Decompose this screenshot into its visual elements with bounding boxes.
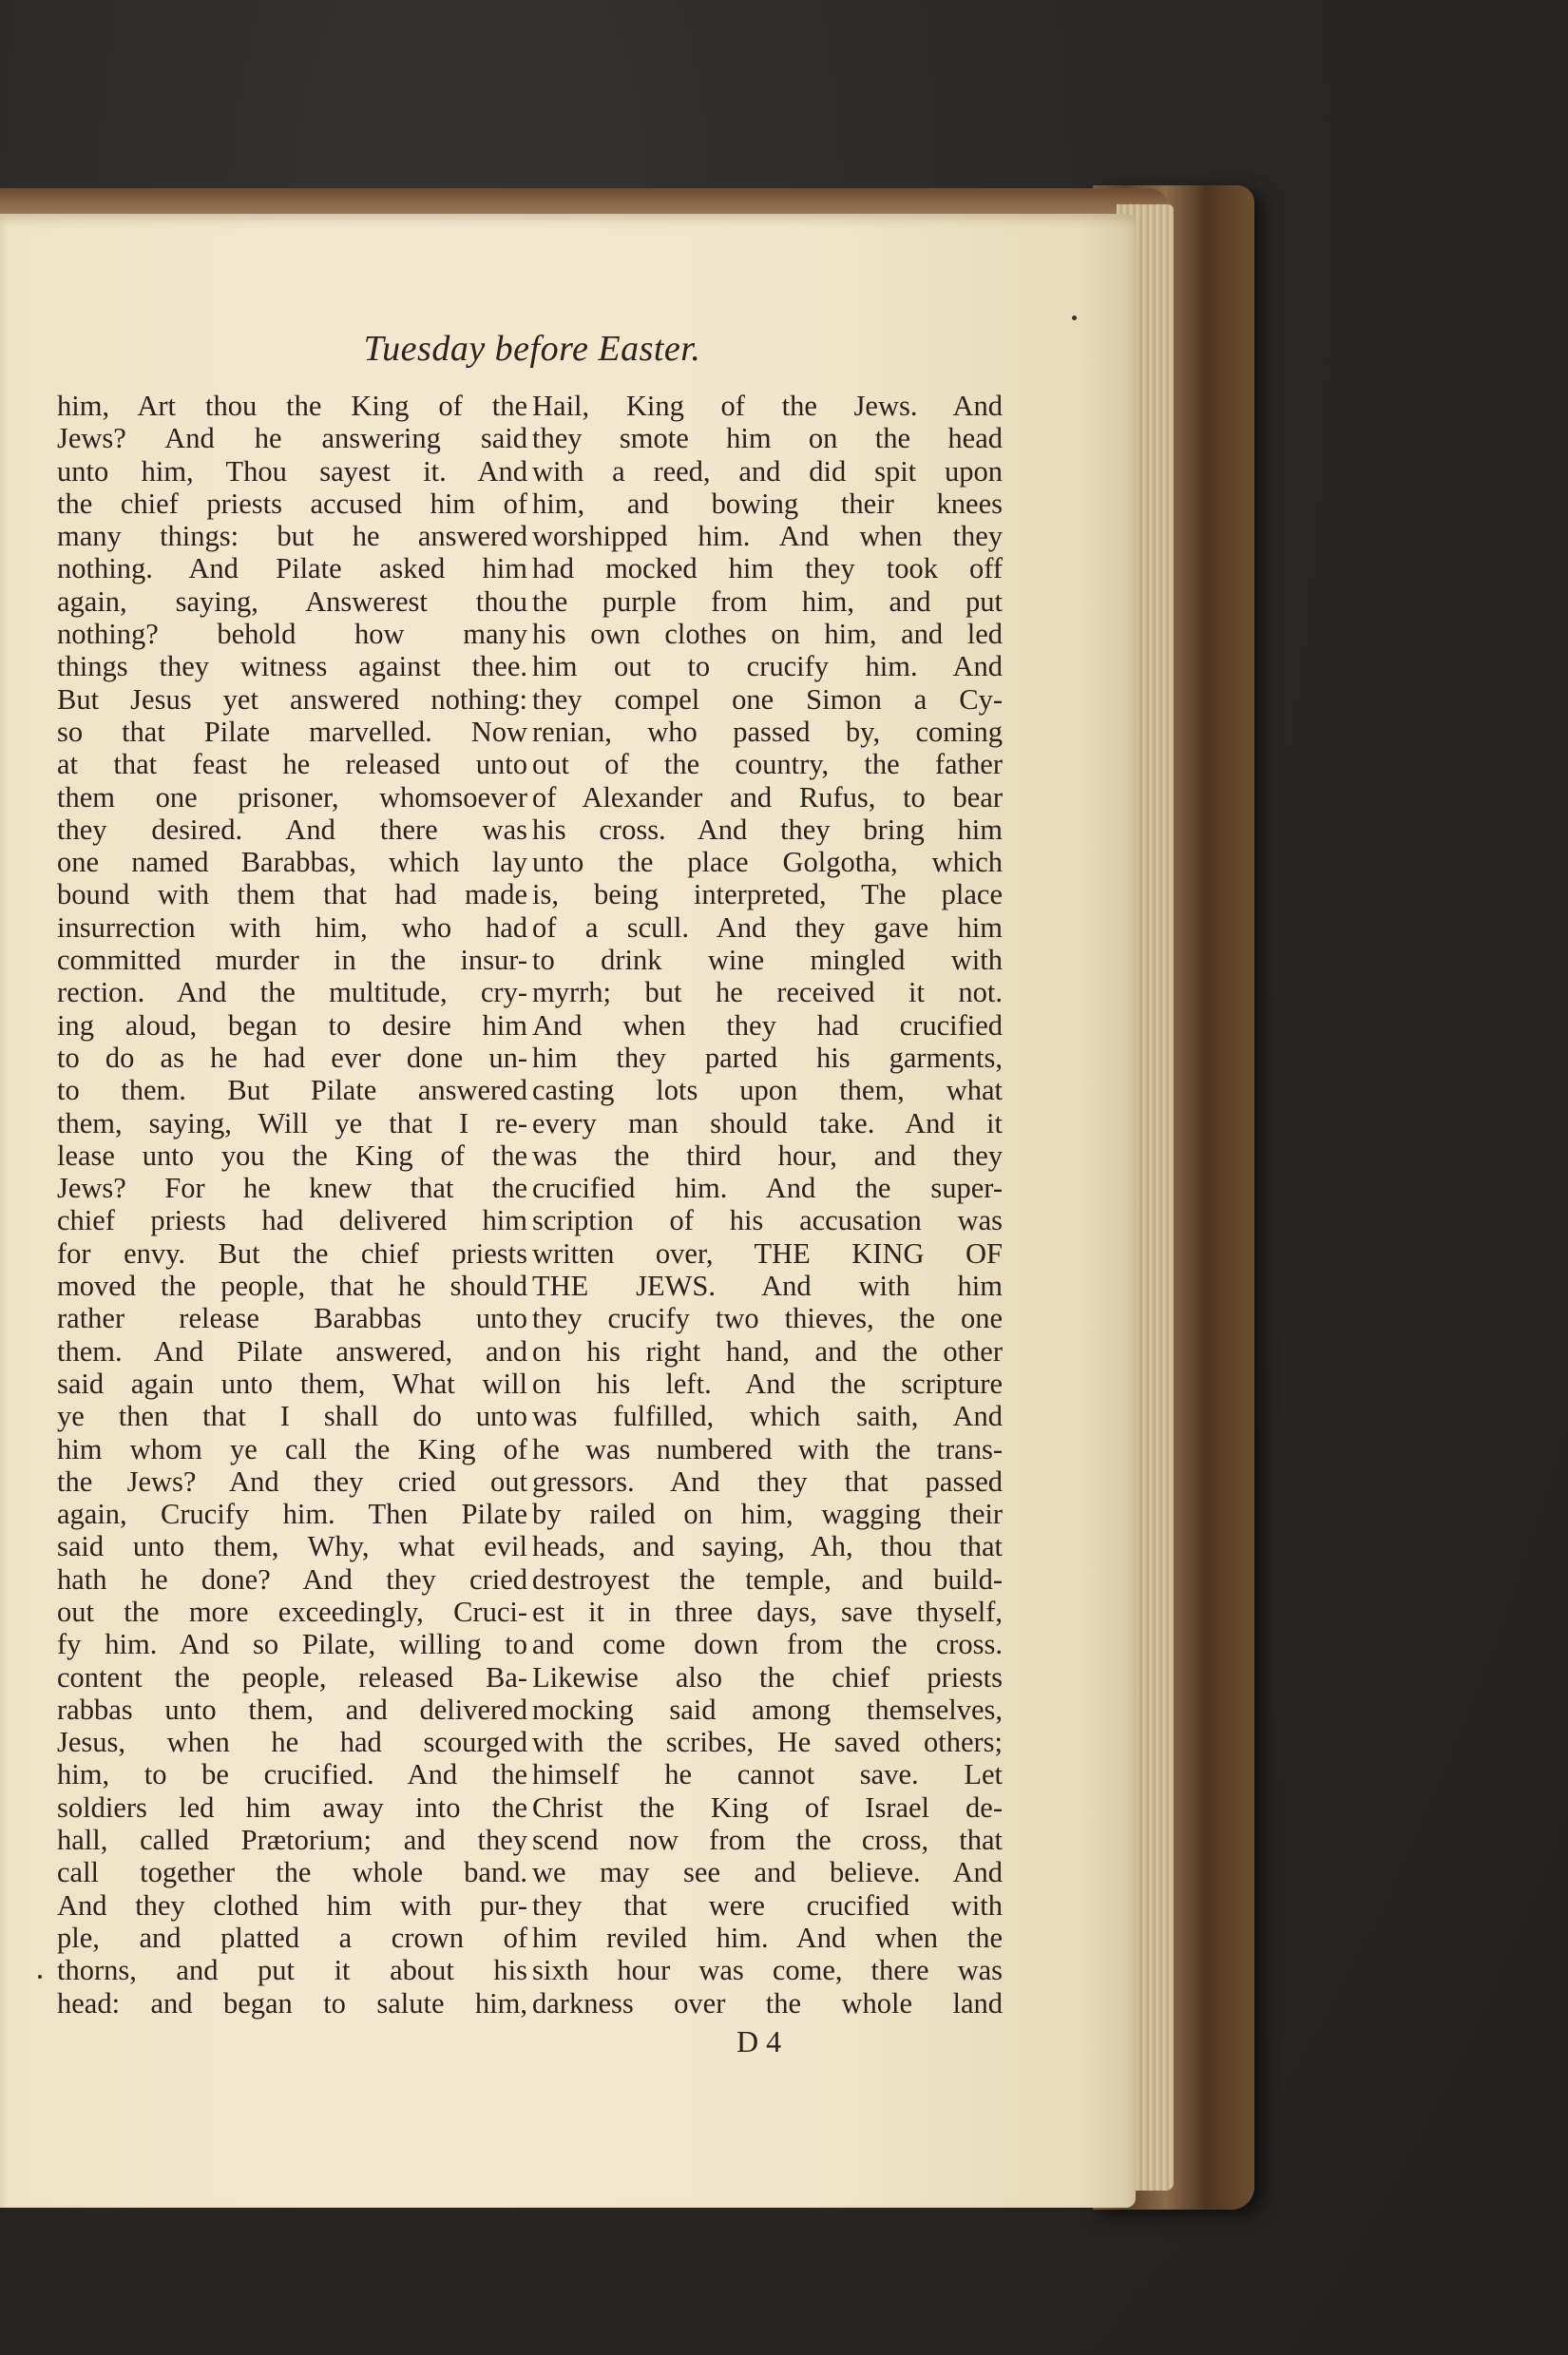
text-line: had mocked him they took off bbox=[532, 552, 1003, 585]
text-line: nothing? behold how many bbox=[57, 618, 527, 651]
text-line: him whom ye call the King of bbox=[57, 1432, 527, 1465]
text-line: THE JEWS. And with him bbox=[532, 1270, 1003, 1303]
text-line: them, saying, Will ye that I re- bbox=[57, 1106, 527, 1139]
text-line: mocking said among themselves, bbox=[532, 1693, 1003, 1726]
text-line: himself he cannot save. Let bbox=[532, 1758, 1003, 1791]
text-line: moved the people, that he should bbox=[57, 1270, 527, 1303]
text-line: ple, and platted a crown of bbox=[57, 1921, 527, 1954]
text-line: hall, called Prætorium; and they bbox=[57, 1824, 527, 1857]
text-line: so that Pilate marvelled. Now bbox=[57, 715, 527, 748]
ink-speck bbox=[1072, 316, 1077, 320]
right-text-column bbox=[532, 390, 1003, 2020]
text-line: hath he done? And they cried bbox=[57, 1562, 527, 1596]
text-line: scend now from the cross, that bbox=[532, 1824, 1003, 1857]
text-line: him, Art thou the King of the bbox=[57, 390, 527, 422]
text-line: the purple from him, and put bbox=[532, 584, 1003, 618]
text-line: they smote him on the head bbox=[532, 422, 1003, 455]
text-line: they desired. And there was bbox=[57, 813, 527, 846]
text-line: gressors. And they that passed bbox=[532, 1465, 1003, 1498]
text-line: out of the country, the father bbox=[532, 748, 1003, 781]
text-line: bound with them that had made bbox=[57, 878, 527, 911]
text-line: myrrh; but he received it not. bbox=[532, 976, 1003, 1009]
text-line: on his left. And the scripture bbox=[532, 1367, 1003, 1400]
text-line: est it in three days, save thyself, bbox=[532, 1595, 1003, 1628]
text-line: committed murder in the insur- bbox=[57, 944, 527, 977]
ink-speck bbox=[38, 1975, 42, 1979]
text-line: they compel one Simon a Cy- bbox=[532, 682, 1003, 716]
text-line: heads, and saying, Ah, thou that bbox=[532, 1530, 1003, 1563]
text-line: was the third hour, and they bbox=[532, 1139, 1003, 1172]
text-line: said unto them, Why, what evil bbox=[57, 1530, 527, 1563]
text-line: Jews? And he answering said bbox=[57, 422, 527, 455]
text-line: scription of his accusation was bbox=[532, 1204, 1003, 1237]
text-line: them. And Pilate answered, and bbox=[57, 1334, 527, 1368]
text-line: crucified him. And the super- bbox=[532, 1172, 1003, 1205]
text-line: of Alexander and Rufus, to bear bbox=[532, 780, 1003, 814]
text-line: ye then that I shall do unto bbox=[57, 1400, 527, 1433]
text-line: was fulfilled, which saith, And bbox=[532, 1400, 1003, 1433]
text-line: by railed on him, wagging their bbox=[532, 1498, 1003, 1531]
text-line: him out to crucify him. And bbox=[532, 650, 1003, 683]
signature-mark: D 4 bbox=[736, 2024, 782, 2058]
text-line: he was numbered with the trans- bbox=[532, 1432, 1003, 1465]
text-line: him, and bowing their knees bbox=[532, 487, 1003, 520]
text-line: they crucify two thieves, the one bbox=[532, 1302, 1003, 1335]
text-line: they that were crucified with bbox=[532, 1888, 1003, 1922]
text-line: Christ the King of Israel de- bbox=[532, 1790, 1003, 1824]
text-line: renian, who passed by, coming bbox=[532, 715, 1003, 748]
text-line: him reviled him. And when the bbox=[532, 1921, 1003, 1954]
text-line: of a scull. And they gave him bbox=[532, 910, 1003, 944]
text-line: and come down from the cross. bbox=[532, 1628, 1003, 1661]
text-line: on his right hand, and the other bbox=[532, 1334, 1003, 1368]
text-line: we may see and believe. And bbox=[532, 1856, 1003, 1889]
text-line: them one prisoner, whomsoever bbox=[57, 780, 527, 814]
text-line: his own clothes on him, and led bbox=[532, 618, 1003, 651]
text-line: head: and began to salute him, bbox=[57, 1986, 527, 2020]
text-line: ing aloud, began to desire him bbox=[57, 1008, 527, 1042]
text-line: to them. But Pilate answered bbox=[57, 1074, 527, 1107]
text-line: soldiers led him away into the bbox=[57, 1790, 527, 1824]
left-text-column bbox=[57, 390, 527, 2020]
text-line: again, saying, Answerest thou bbox=[57, 584, 527, 618]
text-line: insurrection with him, who had bbox=[57, 910, 527, 944]
text-line: his cross. And they bring him bbox=[532, 813, 1003, 846]
text-line: out the more exceedingly, Cruci- bbox=[57, 1595, 527, 1628]
text-line: for envy. But the chief priests bbox=[57, 1236, 527, 1270]
text-line: And when they had crucified bbox=[532, 1008, 1003, 1042]
text-line: one named Barabbas, which lay bbox=[57, 846, 527, 879]
text-line: unto him, Thou sayest it. And bbox=[57, 454, 527, 488]
text-line: is, being interpreted, The place bbox=[532, 878, 1003, 911]
text-line: lease unto you the King of the bbox=[57, 1139, 527, 1172]
text-line: darkness over the whole land bbox=[532, 1986, 1003, 2020]
text-line: him, to be crucified. And the bbox=[57, 1758, 527, 1791]
text-line: to do as he had ever done un- bbox=[57, 1041, 527, 1074]
text-line: him they parted his garments, bbox=[532, 1041, 1003, 1074]
text-line: rabbas unto them, and delivered bbox=[57, 1693, 527, 1726]
text-line: fy him. And so Pilate, willing to bbox=[57, 1628, 527, 1661]
text-line: content the people, released Ba- bbox=[57, 1660, 527, 1694]
text-line: unto the place Golgotha, which bbox=[532, 846, 1003, 879]
text-line: destroyest the temple, and build- bbox=[532, 1562, 1003, 1596]
text-line: many things: but he answered bbox=[57, 520, 527, 553]
text-line: the chief priests accused him of bbox=[57, 487, 527, 520]
text-line: casting lots upon them, what bbox=[532, 1074, 1003, 1107]
text-line: again, Crucify him. Then Pilate bbox=[57, 1498, 527, 1531]
text-line: the Jews? And they cried out bbox=[57, 1465, 527, 1498]
text-line: with the scribes, He saved others; bbox=[532, 1726, 1003, 1759]
text-line: Jews? For he knew that the bbox=[57, 1172, 527, 1205]
text-line: things they witness against thee. bbox=[57, 650, 527, 683]
text-line: chief priests had delivered him bbox=[57, 1204, 527, 1237]
text-line: with a reed, and did spit upon bbox=[532, 454, 1003, 488]
text-line: And they clothed him with pur- bbox=[57, 1888, 527, 1922]
text-line: written over, THE KING OF bbox=[532, 1236, 1003, 1270]
text-line: every man should take. And it bbox=[532, 1106, 1003, 1139]
text-line: Jesus, when he had scourged bbox=[57, 1726, 527, 1759]
text-line: Likewise also the chief priests bbox=[532, 1660, 1003, 1694]
text-line: sixth hour was come, there was bbox=[532, 1954, 1003, 1987]
text-line: Hail, King of the Jews. And bbox=[532, 390, 1003, 422]
text-line: said again unto them, What will bbox=[57, 1367, 527, 1400]
text-line: nothing. And Pilate asked him bbox=[57, 552, 527, 585]
text-line: call together the whole band. bbox=[57, 1856, 527, 1889]
running-head: Tuesday before Easter. bbox=[363, 329, 701, 369]
text-line: at that feast he released unto bbox=[57, 748, 527, 781]
text-line: rection. And the multitude, cry- bbox=[57, 976, 527, 1009]
text-line: thorns, and put it about his bbox=[57, 1954, 527, 1987]
text-line: But Jesus yet answered nothing: bbox=[57, 682, 527, 716]
text-line: to drink wine mingled with bbox=[532, 944, 1003, 977]
text-line: worshipped him. And when they bbox=[532, 520, 1003, 553]
text-line: rather release Barabbas unto bbox=[57, 1302, 527, 1335]
